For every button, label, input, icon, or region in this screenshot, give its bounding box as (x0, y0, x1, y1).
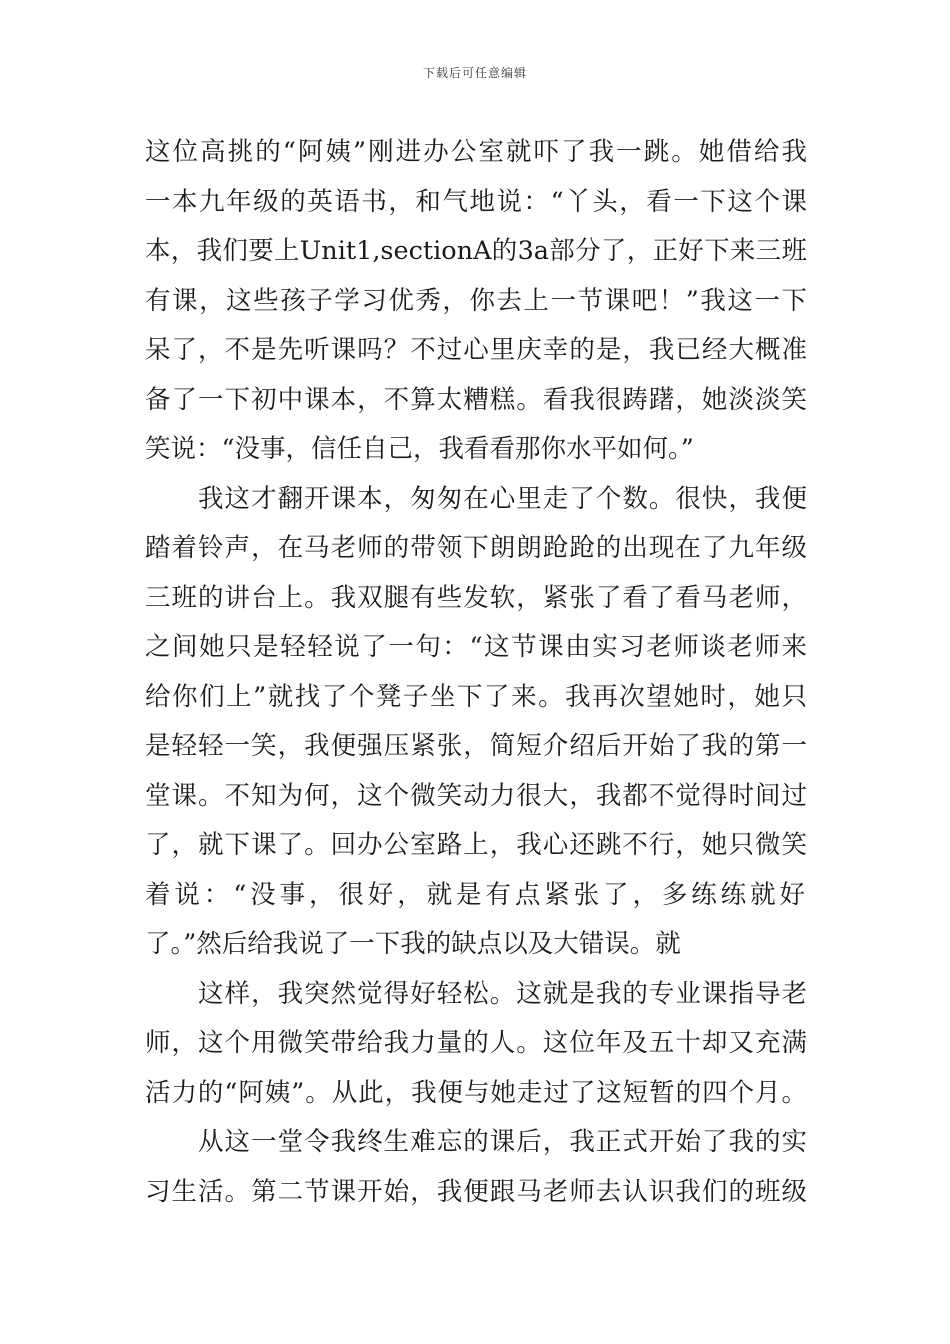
text-line: 这位高挑的“阿姨”刚进办公室就吓了我一跳。她借给我 (145, 137, 807, 167)
text-line: 习生活。第二节课开始，我便跟马老师去认识我们的班级 (145, 1176, 807, 1207)
text-line: 了，就下课了。回办公室路上，我心还跳不行，她只微笑 (145, 830, 807, 860)
page-header: 下载后可任意编辑 (422, 66, 527, 80)
text-line: 呆了，不是先听课吗？不过心里庆幸的是，我已经大概准 (145, 335, 807, 365)
text-line: 了。”然后给我说了一下我的缺点以及大错误。就 (145, 929, 681, 959)
text-line: 一本九年级的英语书，和气地说：“丫头，看一下这个课 (145, 186, 807, 217)
text-line: 本，我们要上Unit1,sectionA的3a部分了，正好下来三班 (145, 236, 807, 266)
body-text (145, 128, 807, 1217)
text-line: 师，这个用微笑带给我力量的人。这位年及五十却又充满 (145, 1028, 807, 1058)
text-line: 备了一下初中课本，不算太糟糕。看我很踌躇，她淡淡笑 (145, 384, 807, 415)
text-line: 这样，我突然觉得好轻松。这就是我的专业课指导老 (145, 978, 807, 1009)
text-line: 有课，这些孩子学习优秀，你去上一节课吧！”我这一下 (145, 285, 807, 316)
text-line: 三班的讲台上。我双腿有些发软，紧张了看了看马老师， (145, 582, 807, 613)
text-line: 给你们上”就找了个凳子坐下了来。我再次望她时，她只 (145, 681, 807, 712)
text-line: 从这一堂令我终生难忘的课后，我正式开始了我的实 (145, 1127, 807, 1157)
text-line: 堂课。不知为何，这个微笑动力很大，我都不觉得时间过 (145, 780, 807, 811)
text-line: 是轻轻一笑，我便强压紧张，简短介绍后开始了我的第一 (145, 731, 807, 761)
text-line: 我这才翻开课本，匆匆在心里走了个数。很快，我便 (145, 483, 807, 514)
text-line: 笑说：“没事，信任自己，我看看那你水平如何。” (145, 434, 694, 464)
text-line: 着说：“没事，很好，就是有点紧张了，多练练就好 (145, 879, 807, 910)
text-line: 活力的“阿姨”。从此，我便与她走过了这短暂的四个月。 (145, 1077, 807, 1108)
text-line: 踏着铃声，在马老师的带领下朗朗跄跄的出现在了九年级 (145, 533, 807, 563)
text-line: 之间她只是轻轻说了一句：“这节课由实习老师谈老师来 (145, 632, 807, 662)
